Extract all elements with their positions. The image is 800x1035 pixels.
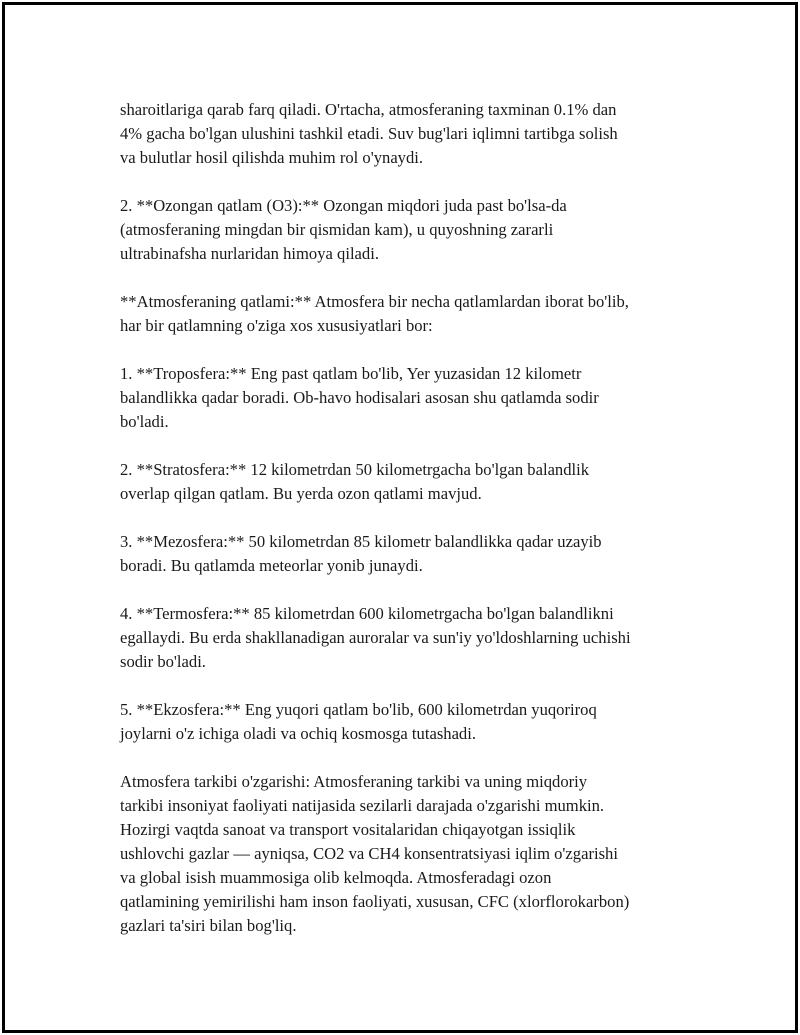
text-line: (atmosferaning mingdan bir qismidan kam), u quyoshning zararli xyxy=(120,220,554,239)
text-line: boradi. Bu qatlamda meteorlar yonib junaydi. xyxy=(120,556,423,575)
text-line: gazlari ta'siri bilan bog'liq. xyxy=(120,916,297,935)
text-line: 4% gacha bo'lgan ulushini tashkil etadi. Suv bug'lari iqlimni tartibga solish xyxy=(120,124,618,143)
text-line: joylarni o'z ichiga oladi va ochiq kosmosga tutashadi. xyxy=(120,724,476,743)
text-line: har bir qatlamning o'ziga xos xususiyatlari bor: xyxy=(120,316,433,335)
text-line: Hozirgi vaqtda sanoat va transport vositalaridan chiqayotgan issiqlik xyxy=(120,820,576,839)
text-line: 3. **Mezosfera:** 50 kilometrdan 85 kilometr balandlikka qadar uzayib xyxy=(120,532,602,551)
text-line: qatlamining yemirilishi ham inson faoliyati, xususan, CFC (xlorflorokarbon) xyxy=(120,892,630,911)
text-line: 2. **Ozongan qatlam (O3):** Ozongan miqdori juda past bo'lsa-da xyxy=(120,196,567,215)
text-line: egallaydi. Bu erda shakllanadigan auroralar va sun'iy yo'ldoshlarning uchishi xyxy=(120,628,631,647)
paragraph-mesosphere xyxy=(120,530,710,578)
text-line: sodir bo'ladi. xyxy=(120,652,206,671)
text-line: ultrabinafsha nurlaridan himoya qiladi. xyxy=(120,244,379,263)
paragraph-composition-change xyxy=(120,770,710,938)
text-line: tarkibi insoniyat faoliyati natijasida sezilarli darajada o'zgarishi mumkin. xyxy=(120,796,605,815)
text-line: bo'ladi. xyxy=(120,412,169,431)
text-line: overlap qilgan qatlam. Bu yerda ozon qatlami mavjud. xyxy=(120,484,482,503)
text-line: Atmosfera tarkibi o'zgarishi: Atmosferaning tarkibi va uning miqdoriy xyxy=(120,772,588,791)
text-line: va bulutlar hosil qilishda muhim rol o'ynaydi. xyxy=(120,148,424,167)
text-line: 4. **Termosfera:** 85 kilometrdan 600 kilometrgacha bo'lgan balandlikni xyxy=(120,604,614,623)
text-line: balandlikka qadar boradi. Ob-havo hodisalari asosan shu qatlamda sodir xyxy=(120,388,599,407)
text-line: va global isish muammosiga olib kelmoqda. Atmosferadagi ozon xyxy=(120,868,552,887)
text-line: sharoitlariga qarab farq qiladi. O'rtacha, atmosferaning taxminan 0.1% dan xyxy=(120,100,617,119)
text-line: **Atmosferaning qatlami:** Atmosfera bir necha qatlamlardan iborat bo'lib, xyxy=(120,292,629,311)
paragraph-ozone xyxy=(120,194,710,266)
text-line: 5. **Ekzosfera:** Eng yuqori qatlam bo'lib, 600 kilometrdan yuqoriroq xyxy=(120,700,597,719)
paragraph-thermosphere xyxy=(120,602,710,674)
page-frame xyxy=(2,2,798,1033)
paragraph-water-vapor xyxy=(120,98,710,170)
paragraph-stratosphere xyxy=(120,458,710,506)
paragraph-exosphere xyxy=(120,698,710,746)
document-body xyxy=(120,98,710,962)
paragraph-layers-intro xyxy=(120,290,710,338)
paragraph-troposphere xyxy=(120,362,710,434)
text-line: 2. **Stratosfera:** 12 kilometrdan 50 kilometrgacha bo'lgan balandlik xyxy=(120,460,590,479)
text-line: 1. **Troposfera:** Eng past qatlam bo'lib, Yer yuzasidan 12 kilometr xyxy=(120,364,582,383)
text-line: ushlovchi gazlar — ayniqsa, CO2 va CH4 konsentratsiyasi iqlim o'zgarishi xyxy=(120,844,618,863)
